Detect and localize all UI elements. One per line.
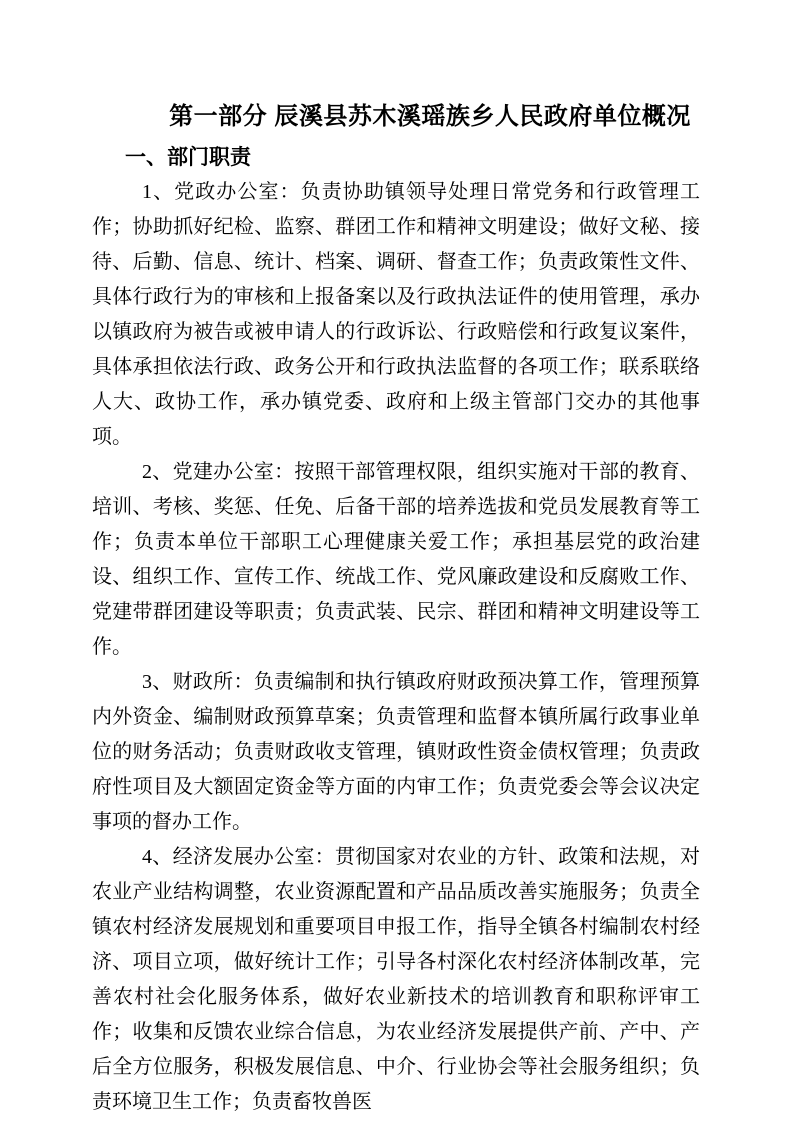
paragraph-economic-development-office: 4、经济发展办公室：贯彻国家对农业的方针、政策和法规，对农业产业结构调整，农业资源配置和产品品质改善实施服务；负责全镇农村经济发展规划和重要项目申报工作，指导全镇各村编制农村经济、项目立项，做好统计工作；引导各村深化农村经济体制改革，完善农村社会化服务体系，做好农业新技术的培训教育和职称评审工作；收集和反馈农业综合信息，为农业经济发展提供产前、产中、产后全方位服务，积极发展信息、中介、行业协会等社会服务组织；负责环境卫生工作；负责畜牧兽医	[92, 846, 700, 1113]
paragraph-party-building-office: 2、党建办公室：按照干部管理权限，组织实施对干部的教育、培训、考核、奖惩、任免、后备干部的培养选拔和党员发展教育等工作；负责本单位干部职工心理健康关爱工作；承担基层党的政治建设、组织工作、宣传工作、统战工作、党风廉政建设和反腐败工作、党建带群团建设等职责；负责武装、民宗、群团和精神文明建设等工作。	[92, 461, 700, 658]
paragraph-finance-office: 3、财政所：负责编制和执行镇政府财政预决算工作，管理预算内外资金、编制财政预算草案；负责管理和监督本镇所属行政事业单位的财务活动；负责财政收支管理，镇财政性资金债权管理；负责政府性项目及大额固定资金等方面的内审工作；负责党委会等会议决定事项的督办工作。	[92, 671, 700, 833]
paragraph-party-government-office: 1、党政办公室：负责协助镇领导处理日常党务和行政管理工作；协助抓好纪检、监察、群团工作和精神文明建设；做好文秘、接待、后勤、信息、统计、档案、调研、督查工作；负责政策性文件、具体行政行为的审核和上报备案以及行政执法证件的使用管理，承办以镇政府为被告或被申请人的行政诉讼、行政赔偿和行政复议案件，具体承担依法行政、政务公开和行政执法监督的各项工作；联系联络人大、政协工作，承办镇党委、政府和上级主管部门交办的其他事项。	[92, 181, 700, 448]
document-title: 第一部分 辰溪县苏木溪瑶族乡人民政府单位概况	[169, 103, 691, 130]
section-heading: 一、部门职责	[125, 146, 251, 169]
